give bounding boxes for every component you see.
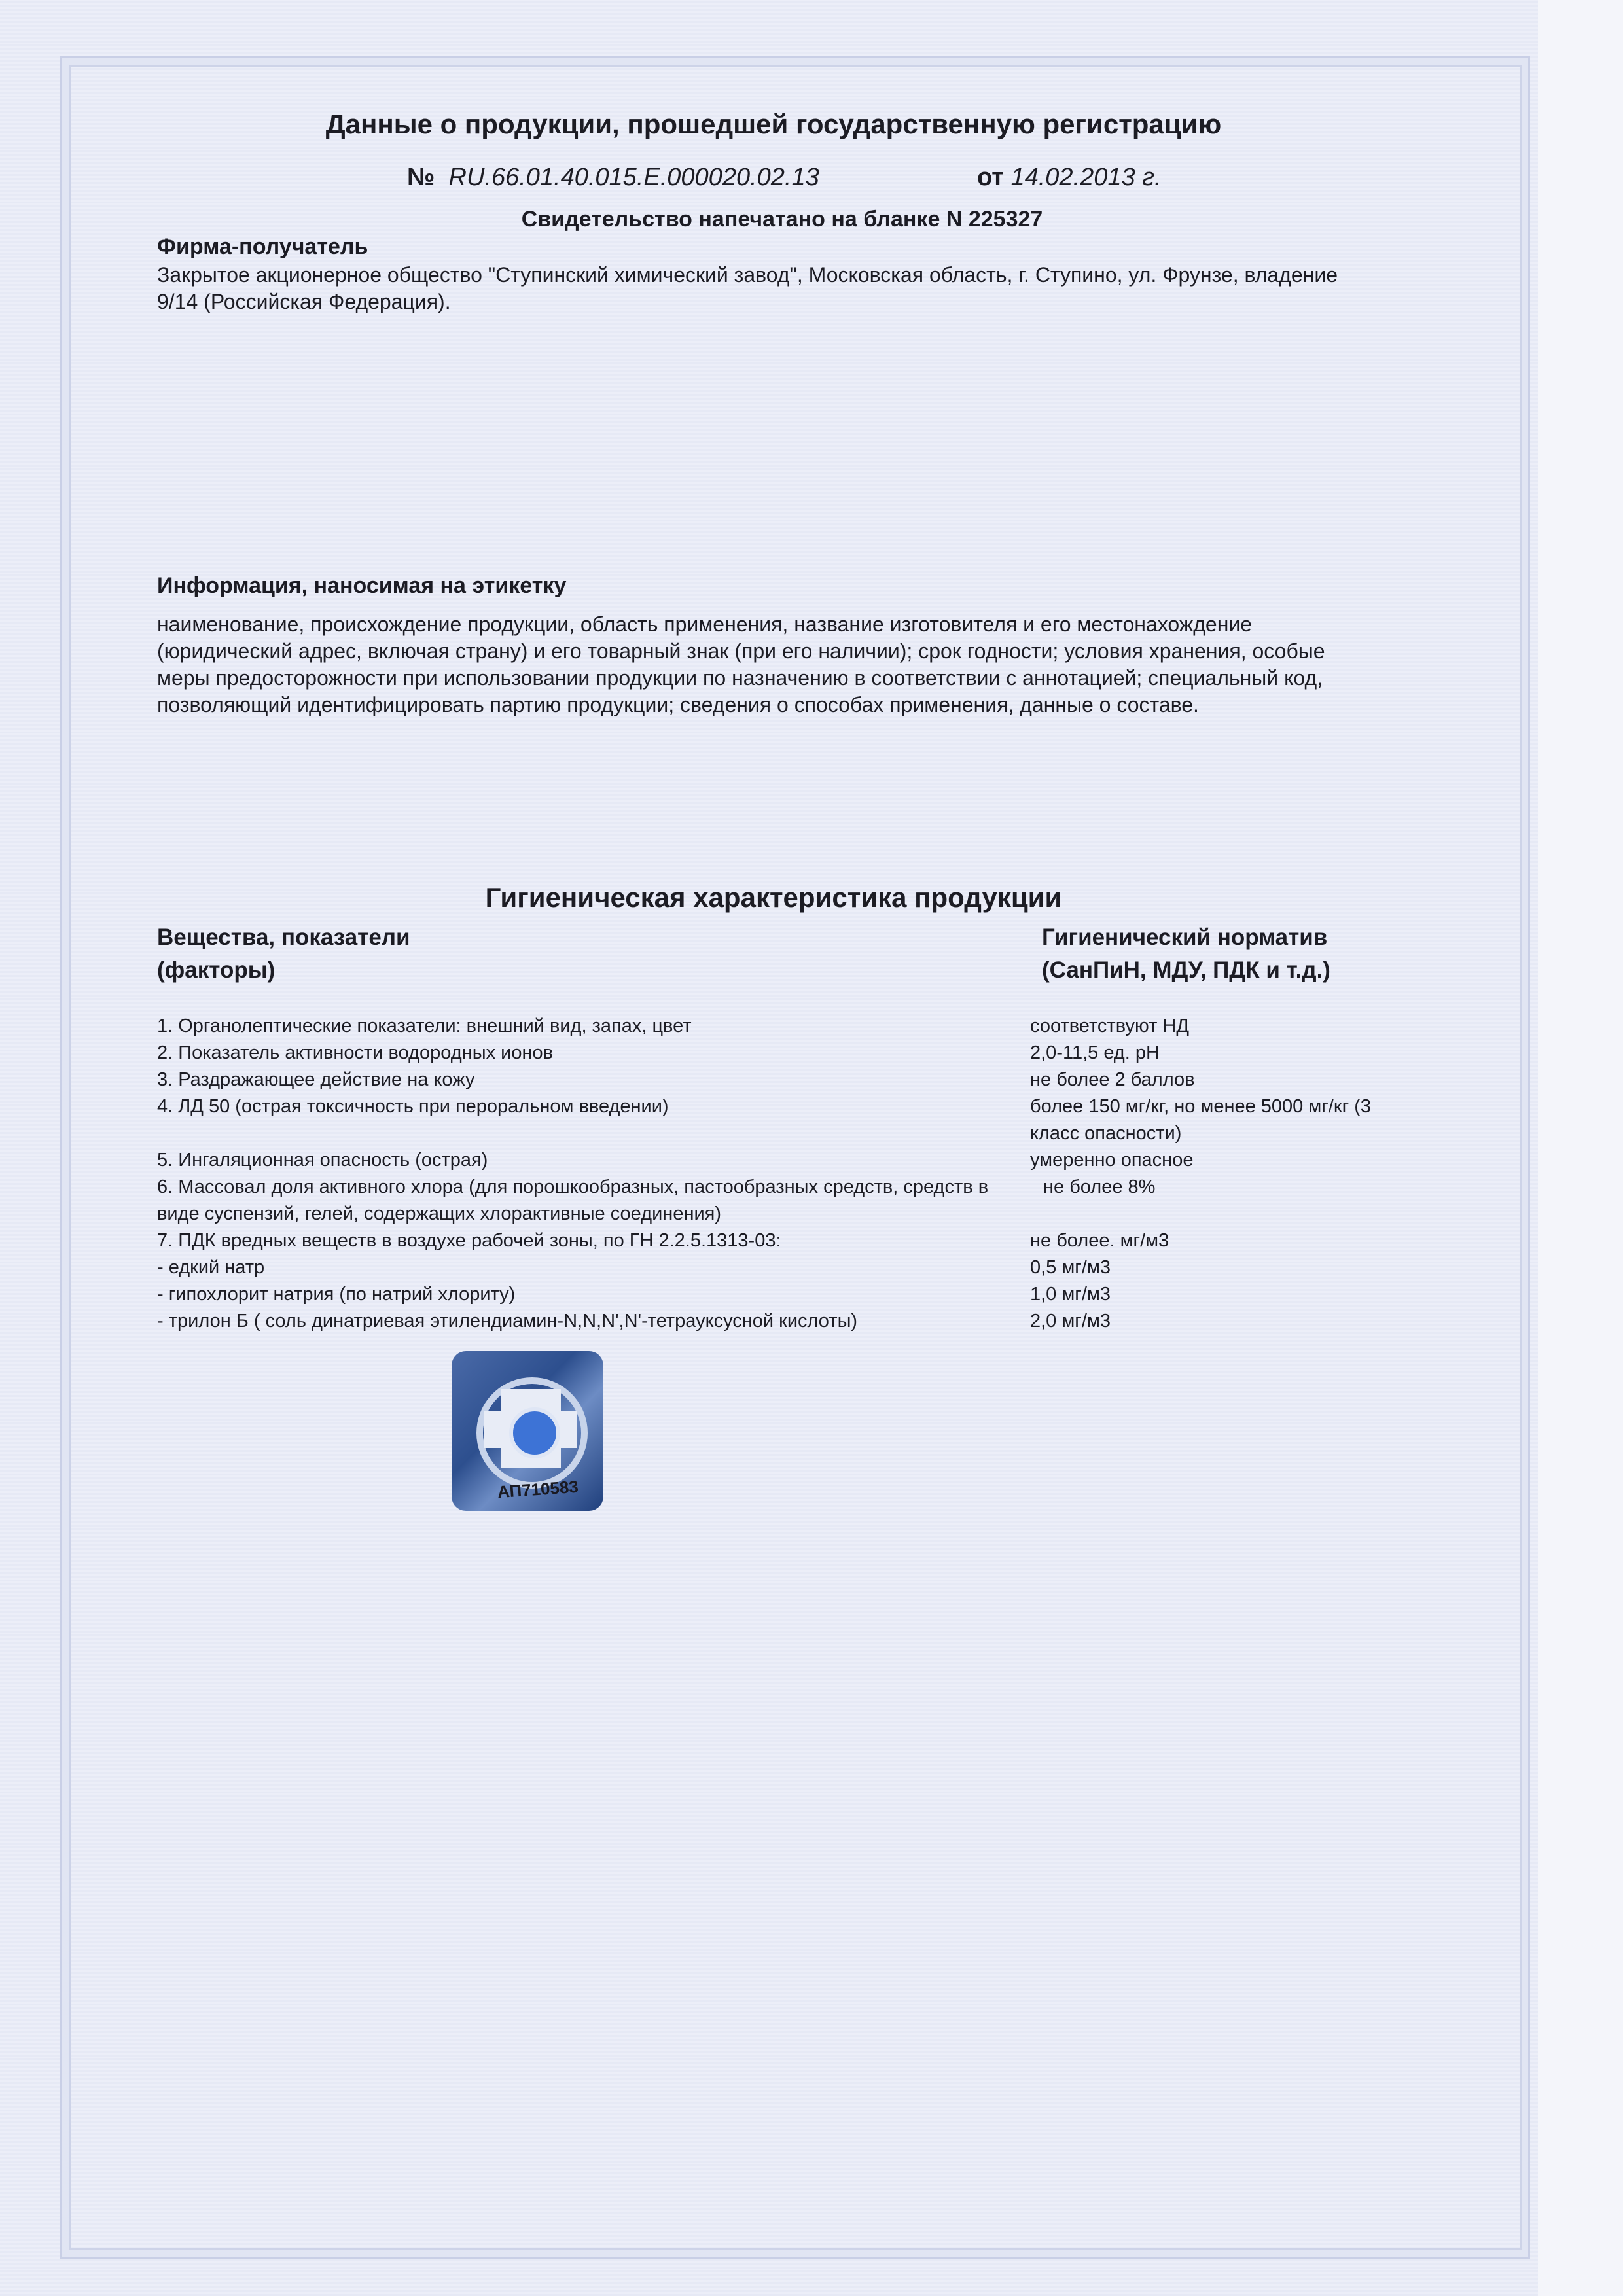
registration-number xyxy=(407,164,819,192)
table-row xyxy=(157,1093,1400,1147)
factor: - трилон Б ( соль динатриевая этилендиамин-N,N,N',N'-тетрауксусной кислоты) xyxy=(157,1311,858,1332)
norm: не более. мг/м3 xyxy=(1030,1230,1169,1251)
norm: 1,0 мг/м3 xyxy=(1030,1284,1111,1305)
norm: умеренно опасное xyxy=(1030,1150,1194,1171)
hygiene-heading: Гигиеническая характеристика продукции xyxy=(485,882,1062,913)
factor: - едкий натр xyxy=(157,1257,265,1278)
document-title: Данные о продукции, прошедшей государственную регистрацию xyxy=(325,109,1222,139)
table-row xyxy=(157,1227,1400,1254)
hologram-seal xyxy=(452,1351,603,1511)
table-row xyxy=(157,1040,1400,1067)
date-prefix: от xyxy=(977,164,1004,191)
factor: 6. Массовал доля активного хлора (для порошкообразных, пастообразных средств, средств в виде суспензий, гелей, содержащих хлорактивные соединения) xyxy=(157,1176,989,1224)
norm: 2,0 мг/м3 xyxy=(1030,1311,1111,1332)
factor: - гипохлорит натрия (по натрий хлориту) xyxy=(157,1284,516,1305)
factor: 7. ПДК вредных веществ в воздухе рабочей зоны, по ГН 2.2.5.1313-03: xyxy=(157,1230,781,1251)
norm: соответствуют НД xyxy=(1030,1016,1190,1036)
factor: 2. Показатель активности водородных ионов xyxy=(157,1042,554,1063)
hologram-emblem-icon xyxy=(509,1407,560,1458)
table-row xyxy=(157,1174,1400,1227)
recipient-text: Закрытое акционерное общество "Ступинский химический завод", Московская область, г. Ступино, ул. Фрунзе, владение 9/14 (Российская Федерация). xyxy=(157,263,1338,313)
table-row xyxy=(157,1281,1400,1308)
factor: 1. Органолептические показатели: внешний вид, запах, цвет xyxy=(157,1016,692,1036)
factor: 3. Раздражающее действие на кожу xyxy=(157,1069,475,1090)
norm: не более 2 баллов xyxy=(1030,1069,1195,1090)
registration-date xyxy=(977,164,1162,192)
recipient-heading: Фирма-получатель xyxy=(157,234,368,259)
date-value: 14.02.2013 г. xyxy=(1010,164,1162,191)
number-value: RU.66.01.40.015.E.000020.02.13 xyxy=(448,164,819,191)
table-row xyxy=(157,1254,1400,1281)
norm: 2,0-11,5 ед. pH xyxy=(1030,1042,1160,1063)
table-row xyxy=(157,1147,1400,1174)
factor: 5. Ингаляционная опасность (острая) xyxy=(157,1150,488,1171)
factor: 4. ЛД 50 (острая токсичность при пероральном введении) xyxy=(157,1096,669,1117)
label-info-text: наименование, происхождение продукции, область применения, название изготовителя и его местонахождение (юридический адрес, включая страну) и его товарный знак (при его наличии); срок годности; условия хранения, особые меры предосторожности при использовании продукции по назначению в соответствии с аннотацией; специальный код, позволяющий идентифицировать партию продукции; сведения о способах применения, данные о составе. xyxy=(157,612,1325,716)
hygiene-table xyxy=(157,1013,1400,1335)
blank-note: Свидетельство напечатано на бланке N 225327 xyxy=(521,207,1043,232)
label-info-heading: Информация, наносимая на этикетку xyxy=(157,573,567,598)
norm: более 150 мг/кг, но менее 5000 мг/кг (3 класс опасности) xyxy=(1030,1096,1372,1144)
column-header-factors: Вещества, показатели (факторы) xyxy=(157,925,410,983)
table-row xyxy=(157,1013,1400,1040)
column-header-norm: Гигиенический норматив (СанПиН, МДУ, ПДК и т.д.) xyxy=(1042,925,1330,983)
number-sign: № xyxy=(407,164,435,191)
table-row xyxy=(157,1067,1400,1093)
hologram-code: АП710583 xyxy=(497,1476,579,1502)
norm: 0,5 мг/м3 xyxy=(1030,1257,1111,1278)
norm: не более 8% xyxy=(1043,1176,1156,1197)
table-row xyxy=(157,1308,1400,1335)
